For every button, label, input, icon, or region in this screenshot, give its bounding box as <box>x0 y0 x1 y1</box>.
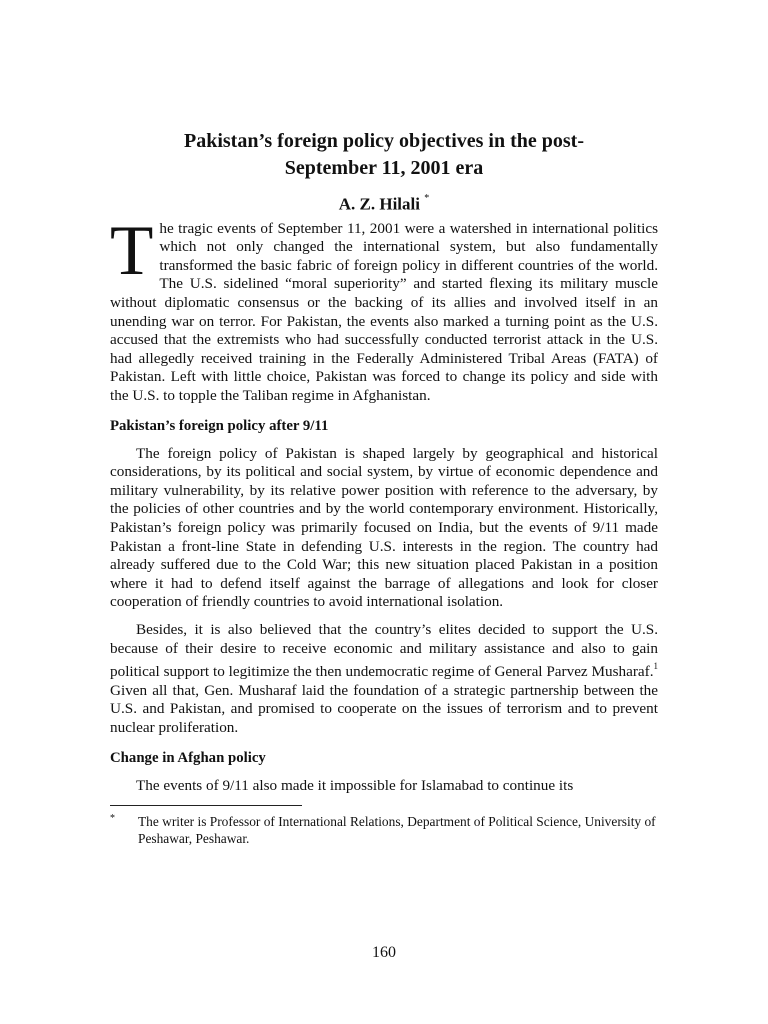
title-line-2: September 11, 2001 era <box>284 157 484 179</box>
intro-paragraph <box>110 211 658 406</box>
drop-cap: T <box>110 211 154 290</box>
section2-paragraph-1: The events of 9/11 also made it impossible for Islamabad to continue its <box>136 776 574 794</box>
footnote-text: The writer is Professor of International Relations, Department of Political Science, University of Peshawar, Peshawar. <box>138 814 656 847</box>
article-page <box>110 128 658 847</box>
section-heading-foreign-policy: Pakistan’s foreign policy after 9/11 <box>110 417 329 434</box>
section1-paragraph-2-text-a: Besides, it is also believed that the country’s elites decided to support the U.S. because of their desire to receive economic and military assistance and also to gain political support to legitimize the then undemocratic regime of General Parvez Musharaf. <box>110 620 658 681</box>
footnote <box>110 813 658 847</box>
footnote-divider <box>110 805 302 806</box>
footnote-mark: * <box>110 813 115 825</box>
footnote-ref-1: 1 <box>653 661 658 672</box>
author-name: A. Z. Hilali <box>338 194 420 214</box>
section-heading-afghan-policy: Change in Afghan policy <box>110 749 266 766</box>
section1-paragraph-2 <box>110 621 658 738</box>
intro-text: he tragic events of September 11, 2001 were a watershed in international politics which not only changed the international system, but also fundamentally transformed the basic fabric of foreign policy in different countries of the world. The U.S. sidelined “moral superiority” and started flexing its military muscle without diplomatic consensus or the backing of its allies and involved itself in an unending war on terror. For Pakistan, the events also marked a turning point as the U.S. accused that the extremists who had successfully conducted terrorist attack in the U.S. had allegedly received training in the Federally Administered Tribal Areas (FATA) of Pakistan. Left with little choice, Pakistan was forced to change its policy and side with the U.S. to topple the Taliban regime in Afghanistan. <box>110 219 658 404</box>
section1-paragraph-2-text-b: Given all that, Gen. Musharaf laid the foundation of a strategic partnership between the U.S. and Pakistan, and promised to cooperate on the issues of terrorism and to prevent nuclear proliferation. <box>110 681 658 736</box>
title-line-1: Pakistan’s foreign policy objectives in the post- <box>184 130 584 152</box>
page-number: 160 <box>372 944 396 961</box>
author-line <box>110 190 658 216</box>
author-footnote-mark: * <box>424 193 430 204</box>
section1-paragraph-1: The foreign policy of Pakistan is shaped largely by geographical and historical considerations, by its political and social system, by virtue of economic dependence and military vulnerability, by its relative power position with reference to the adversary, by the policies of other countries and by the world contemporary environment. Historically, Pakistan’s foreign policy was primarily focused on India, but the events of 9/11 made Pakistan a front-line State in defending U.S. interests in the region. The country had already suffered due to the Cold War; this new situation placed Pakistan in a position where it had to defend itself against the barrage of allegations and look for closer cooperation of friendly countries to avoid international isolation. <box>110 444 658 611</box>
article-title <box>110 128 658 182</box>
